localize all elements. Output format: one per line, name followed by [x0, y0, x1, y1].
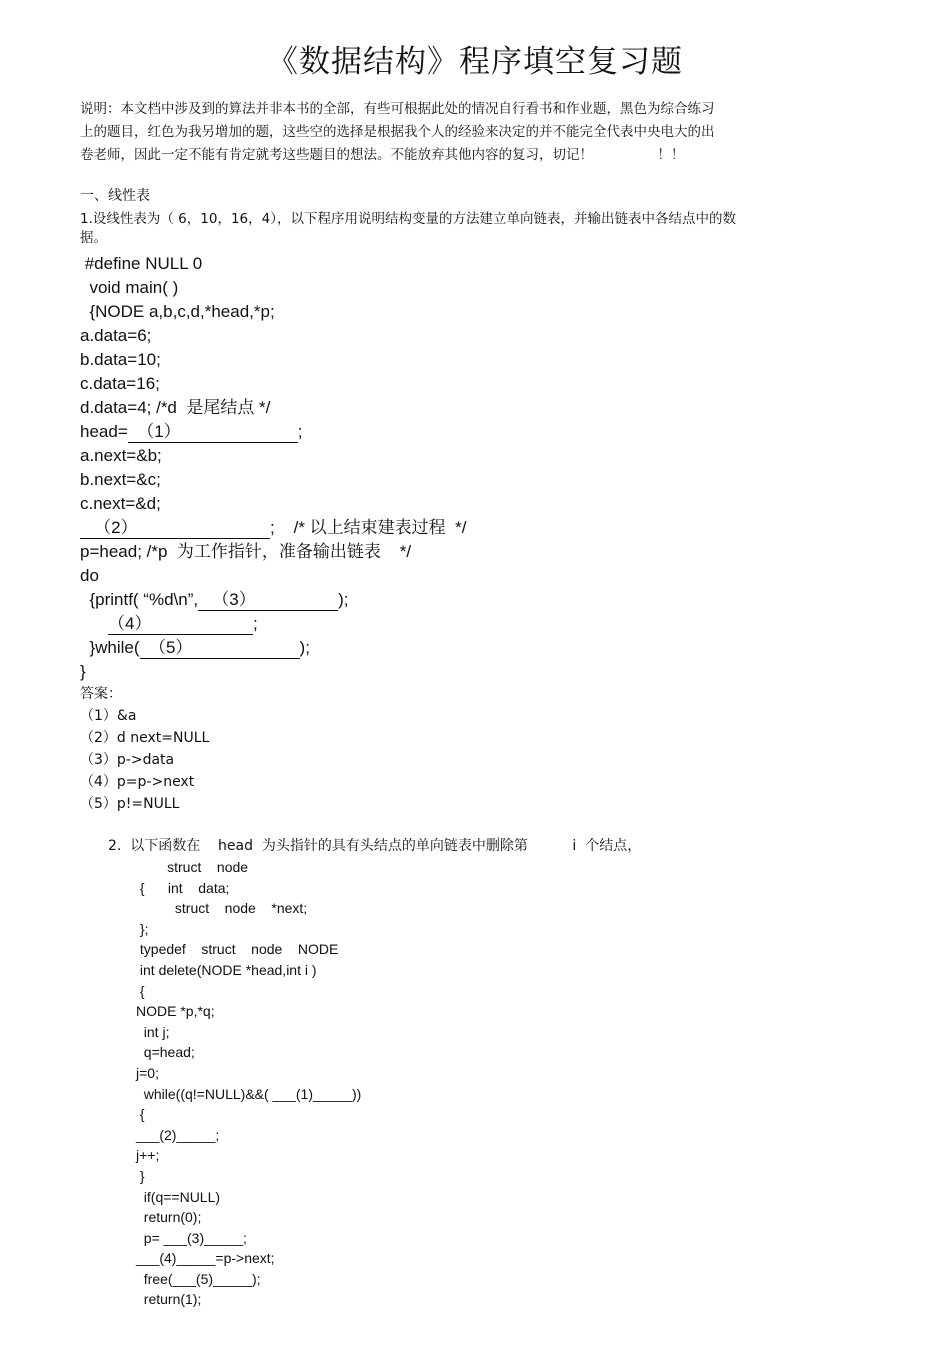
- code-line: [80, 420, 780, 444]
- code-line: return(0);: [136, 1209, 202, 1226]
- code-line: };: [136, 920, 149, 937]
- answer-item: （3）p->data: [80, 752, 175, 768]
- code-line: [80, 516, 780, 540]
- code-line: { int data;: [136, 879, 230, 896]
- code-line: b.data=10;: [80, 350, 161, 369]
- question-line: 据。: [80, 230, 107, 246]
- document-title: 《数据结构》程序填空复习题: [267, 44, 683, 80]
- question-line: 1.设线性表为（ 6，10，16，4），以下程序用说明结构变量的方法建立单向链表，并输出链表中各结点中的数: [80, 211, 736, 227]
- code-line: #define NULL 0: [80, 254, 203, 273]
- code-line: c.data=16;: [80, 374, 160, 393]
- code-text: );: [338, 590, 349, 609]
- code-line: c.next=&d;: [80, 494, 161, 513]
- fill-blank-1: （1）: [128, 422, 298, 443]
- code-line: void main( ): [80, 278, 179, 297]
- code-text: ;: [297, 422, 303, 441]
- question-1-text: [80, 210, 820, 248]
- code-line: typedef struct node NODE: [136, 941, 339, 958]
- code-line: [80, 636, 780, 660]
- code-text: {printf( “%d\n”,: [80, 590, 199, 609]
- code-line: {NODE a,b,c,d,*head,*p;: [80, 302, 275, 321]
- code-text: head=: [80, 422, 128, 441]
- code-line: a.data=6;: [80, 326, 152, 345]
- intro-line: 卷老师，因此一定不能有肯定就考这些题目的想法。不能放弃其他内容的复习，切记！ ！！: [80, 147, 685, 163]
- code-line: do: [80, 566, 99, 585]
- code-line: p=head; /*p 为工作指针，准备输出链表 */: [80, 542, 412, 561]
- code-line: struct node *next;: [136, 900, 308, 917]
- code-line: j=0;: [136, 1064, 159, 1081]
- intro-line: 说明：本文档中涉及到的算法并非本书的全部，有些可根据此处的情况自行看书和作业题，黑色为综合练习: [80, 101, 715, 117]
- code-line: p= ___(3)_____;: [136, 1229, 247, 1246]
- question-2-text: 2. 以下函数在 head 为头指针的具有头结点的单向链表中删除第 i 个结点，: [108, 838, 642, 854]
- code-line: a.next=&b;: [80, 446, 162, 465]
- code-line: {: [136, 982, 145, 999]
- fill-blank-3: （3）: [198, 590, 338, 611]
- code-line: }: [80, 662, 86, 681]
- code-line: }: [136, 1167, 145, 1184]
- fill-blank-5: （5）: [140, 638, 300, 659]
- code-line: int j;: [136, 1023, 170, 1040]
- intro-line: 上的题目，红色为我另增加的题，这些空的选择是根据我个人的经验来决定的并不能完全代表中央电大的出: [80, 124, 715, 140]
- code-line: j++;: [136, 1147, 160, 1164]
- code-line: struct node: [136, 859, 249, 875]
- code-line: ___(2)_____;: [136, 1126, 220, 1143]
- code-line: int delete(NODE *head,int i ): [136, 961, 317, 978]
- intro-paragraph: [80, 98, 800, 167]
- code-line: NODE *p,*q;: [136, 1003, 215, 1020]
- question-2-code: [136, 857, 736, 1310]
- answer-item: （2）d next=NULL: [80, 730, 210, 746]
- answer-item: （1）&a: [80, 708, 137, 724]
- code-text: }while(: [80, 638, 140, 657]
- code-line: while((q!=NULL)&&( ___(1)_____)): [136, 1085, 362, 1102]
- code-line: d.data=4; /*d 是尾结点 */: [80, 398, 271, 417]
- code-line: q=head;: [136, 1044, 195, 1061]
- code-line: return(1);: [136, 1291, 202, 1308]
- fill-blank-4: （4）: [108, 614, 253, 635]
- answer-item: （4）p=p->next: [80, 774, 195, 790]
- code-text: );: [299, 638, 310, 657]
- code-line: {: [136, 1106, 145, 1123]
- answers-block: [80, 683, 209, 815]
- code-line: [80, 612, 780, 636]
- code-text: ; /* 以上结束建表过程 */: [270, 518, 467, 537]
- code-line: ___(4)_____=p->next;: [136, 1250, 275, 1267]
- answer-item: （5）p!=NULL: [80, 796, 180, 812]
- code-line: free(___(5)_____);: [136, 1270, 261, 1287]
- code-line: if(q==NULL): [136, 1188, 221, 1205]
- code-line: [80, 588, 780, 612]
- code-line: b.next=&c;: [80, 470, 161, 489]
- fill-blank-2: （2）: [80, 518, 270, 539]
- answers-label: 答案：: [80, 686, 122, 702]
- code-text: ;: [253, 614, 258, 633]
- section-heading-linear-list: 一、线性表: [80, 188, 150, 204]
- question-1-code: [80, 252, 780, 684]
